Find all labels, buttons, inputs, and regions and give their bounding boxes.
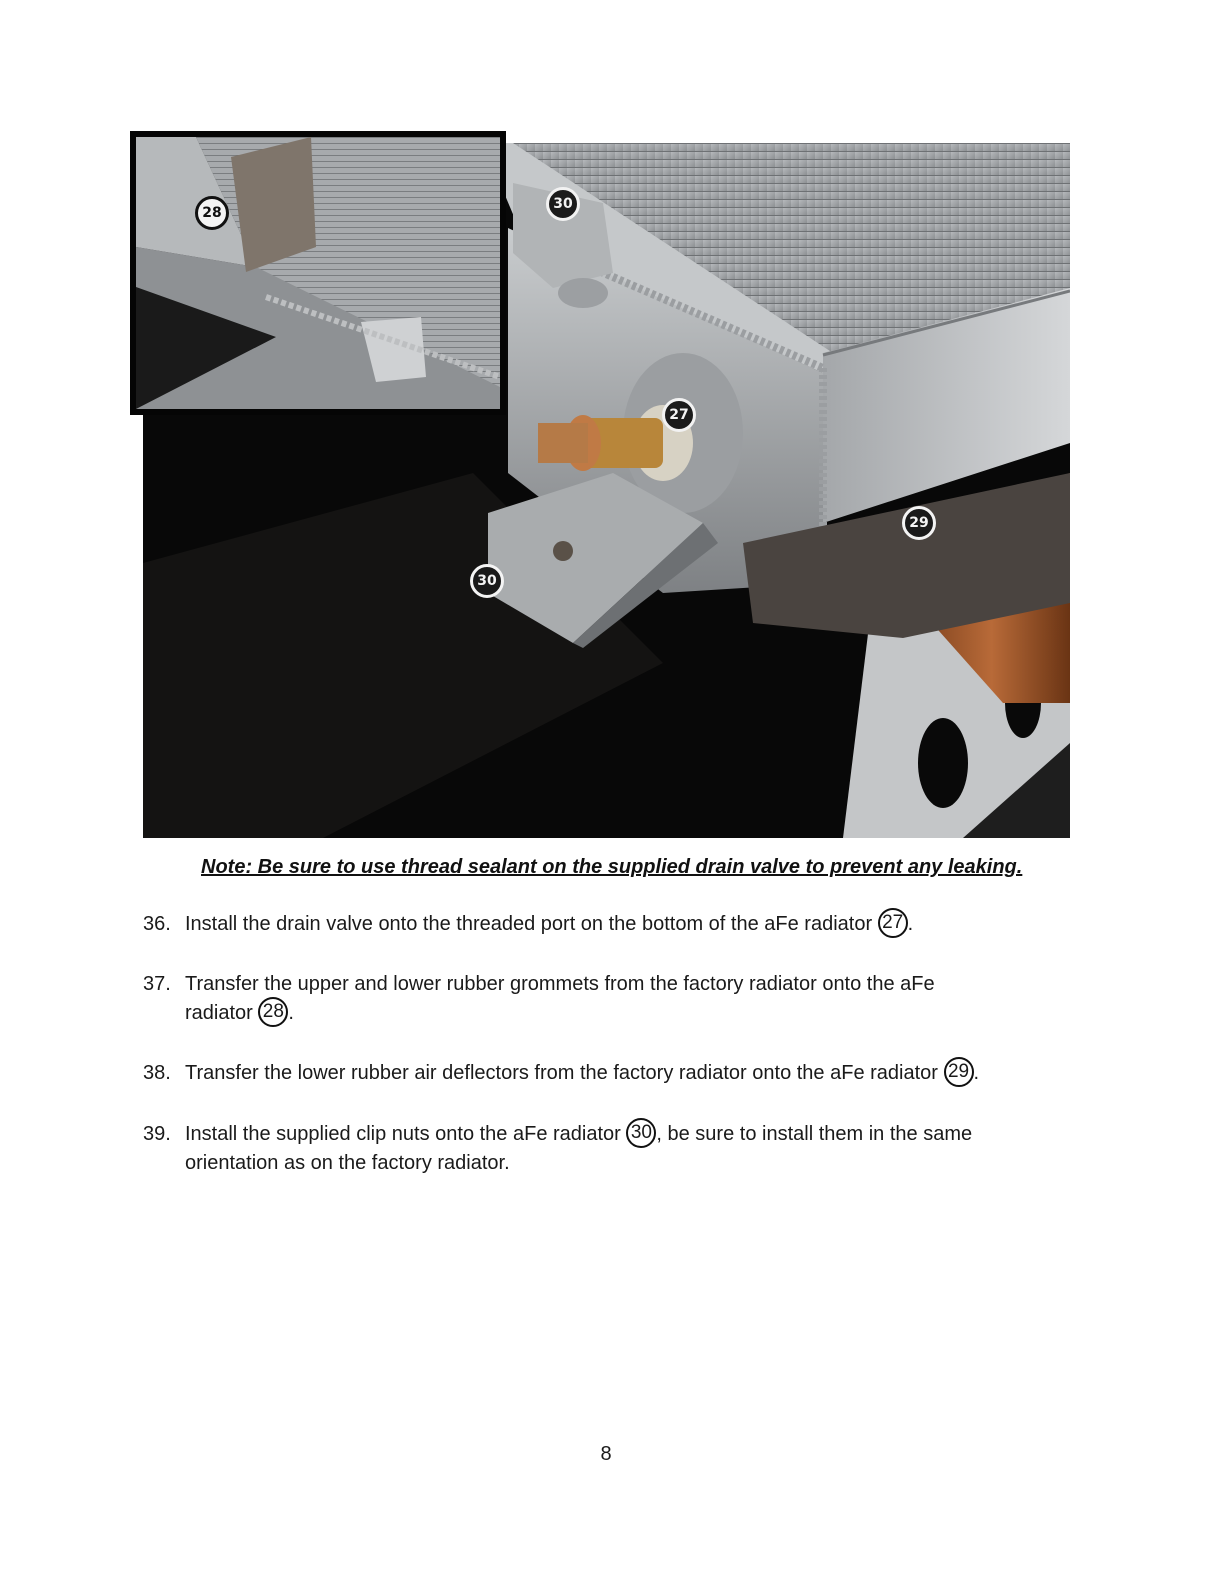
step-number: 39. (143, 1123, 171, 1145)
callout-27: 27 (662, 398, 696, 432)
sealant-note: Note: Be sure to use thread sealant on the supplied drain valve to prevent any leaking. (201, 856, 1023, 878)
callout-28-inset: 28 (195, 196, 229, 230)
step-number: 36. (143, 913, 171, 935)
step-number: 37. (143, 973, 171, 995)
step-text: Transfer the lower rubber air deflectors from the factory radiator onto the aFe radiator 29 . (185, 1059, 1065, 1088)
callout-29: 29 (902, 506, 936, 540)
callout-30-top: 30 (546, 187, 580, 221)
page-number: 8 (600, 1443, 612, 1465)
inset-illustration (136, 137, 500, 409)
step-text: Install the supplied clip nuts onto the aFe radiator 30 , be sure to install them in the same orientation as on the factory radiator. (185, 1120, 1065, 1178)
ref-badge: 30 (626, 1118, 656, 1148)
ref-badge: 29 (944, 1057, 974, 1087)
step-number: 38. (143, 1062, 171, 1084)
step-text: Transfer the upper and lower rubber grommets from the factory radiator onto the aFe radiator 28 . (185, 970, 1065, 1028)
ref-badge: 28 (258, 997, 288, 1027)
step-text: Install the drain valve onto the threaded port on the bottom of the aFe radiator 27 . (185, 910, 1065, 939)
ref-badge: 27 (878, 908, 908, 938)
callout-30-bottom: 30 (470, 564, 504, 598)
inset-photo (130, 131, 506, 415)
